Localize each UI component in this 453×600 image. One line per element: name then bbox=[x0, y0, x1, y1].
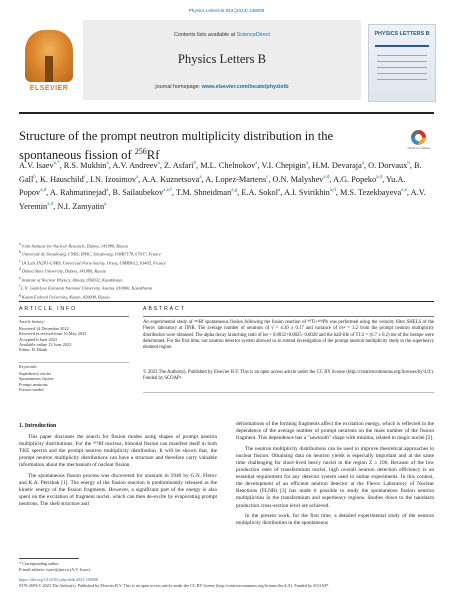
author-name[interactable]: A. Lopez-Martens bbox=[205, 174, 267, 184]
check-for-updates-icon bbox=[411, 130, 426, 145]
corresponding-author-note: * Corresponding author. bbox=[19, 561, 60, 566]
affiliation-rule bbox=[19, 301, 434, 302]
affiliation-item: $^d$ Dubna State University, Dubna, 141980, Russia bbox=[19, 267, 107, 274]
author-affiliation-marker[interactable]: a,d bbox=[323, 174, 330, 180]
check-for-updates-button[interactable] bbox=[407, 130, 431, 150]
journal-cover-image[interactable] bbox=[368, 24, 436, 102]
issn-license-line: 0370-2693/© 2023 The Author(s). Published by Elsevier B.V. This is an open access article under the CC BY license (http://creativecommons.org/licenses/by/4.0/). Funded by SCOAP³. bbox=[19, 582, 329, 588]
affiliation-marker: d bbox=[19, 267, 22, 272]
cover-line bbox=[377, 67, 427, 68]
author-name[interactable]: O. Dorvaux bbox=[368, 160, 408, 170]
keyword-item[interactable]: Spontaneous fission bbox=[19, 376, 54, 382]
sciencedirect-link[interactable]: ScienceDirect bbox=[236, 32, 270, 38]
author-name[interactable]: N.I. Zamyatin bbox=[57, 201, 105, 211]
journal-banner bbox=[83, 20, 361, 100]
author-name[interactable]: A.I. Svirikhin bbox=[283, 187, 330, 197]
affiliation-item: $^a$ Joint Institute for Nuclear Research, Dubna, 141980, Russia bbox=[19, 242, 128, 249]
author-affiliation-marker[interactable]: c bbox=[83, 174, 86, 180]
author-list: A.V. Isaev$^{a,*}$, R.S. Mukhin$^a$, A.V. Andreev$^a$, Z. Asfari$^b$, M.L. Chelnokov$^a$, V.I. Chepigin$^a$, H.M. Devaraja$^a$, O. Dorvaux$^b$, B. Gall$^b$, K. Hauschild$^c$, I.N. Izosimov$^a$, A.A. Kuznetsova$^a$, A. Lopez-Martens$^c$, O.N. Malyshev$^{a,d}$, A.G. Popeko$^{a,d}$, Yu.A. Popov$^{a,d}$, A. Rahmatinejad$^a$, B. Sailaubekov$^{a,e,f}$, T.M. Shneidman$^{a,g}$, E.A. Sokol$^a$, A.I. Svirikhin$^{a,d}$, M.S. Tezekbayeva$^{a,e}$, A.V. Yeremin$^{a,d}$, N.I. Zamyatin$^a$ bbox=[19, 160, 426, 211]
author-name[interactable]: R.S. Mukhin bbox=[63, 160, 107, 170]
doi-link[interactable]: https://doi.org/10.1016/j.physletb.2023.138008 bbox=[19, 577, 98, 582]
affiliation-item: $^c$ IJCLab, IN2P3-CNRS, Université Paris-Saclay, Orsay, UMR9012, 91405, France bbox=[19, 258, 166, 266]
author-name[interactable]: A. Rahmatinejad bbox=[49, 187, 107, 197]
author-affiliation-marker[interactable]: a bbox=[106, 188, 109, 194]
header-rule bbox=[19, 112, 434, 114]
author-name[interactable]: Yu.A. Popov bbox=[19, 174, 406, 197]
author-affiliation-marker[interactable]: a,d bbox=[40, 188, 47, 194]
author-affiliation-marker[interactable]: a,d bbox=[47, 201, 54, 207]
contents-line: Contents lists available at ScienceDirect bbox=[174, 32, 270, 38]
body-paragraph: The spontaneous fission process was discovered for uranium in 1940 by G.N. Flerov and K.A. Petrzhak [1]. The energy of the fission reaction is predominantly released as the kinetic energy of the fission fragments. However, a significant part of the energy is also spent on the excitation of fragment nuclei, which can then de-excite by evaporating prompt neutrons. The shell structure and bbox=[19, 472, 217, 508]
affiliation-marker: e bbox=[19, 275, 22, 280]
abstract-rule bbox=[143, 316, 434, 317]
homepage-line: journal homepage: www.elsevier.com/locate/physletb bbox=[155, 84, 289, 90]
author-affiliation-marker[interactable]: a bbox=[106, 161, 109, 166]
footnotes bbox=[19, 561, 319, 572]
author-name[interactable]: H.M. Devaraja bbox=[312, 160, 362, 170]
history-item: Editor: B. Blank bbox=[19, 347, 48, 353]
journal-header bbox=[19, 20, 434, 108]
keywords-label: Keywords: bbox=[19, 364, 38, 369]
author-name[interactable]: T.M. Shneidman bbox=[175, 187, 232, 197]
author-name[interactable]: K. Hauschild bbox=[39, 174, 84, 184]
keyword-item[interactable]: Superheavy nuclei bbox=[19, 371, 51, 376]
homepage-link[interactable]: www.elsevier.com/locate/physletb bbox=[201, 84, 289, 90]
affiliation-marker: b bbox=[19, 250, 22, 255]
email-note[interactable]: E-mail address: isaev@jinr.ru (A.V. Isaev). bbox=[19, 566, 92, 572]
author-name[interactable]: Z. Asfari bbox=[164, 160, 194, 170]
keywords-rule bbox=[19, 362, 129, 363]
author-name[interactable]: A.G. Popeko bbox=[333, 174, 377, 184]
author-affiliation-marker[interactable]: a,* bbox=[53, 161, 60, 166]
history-label: Article history: bbox=[19, 319, 46, 324]
author-affiliation-marker[interactable]: c bbox=[266, 174, 269, 180]
author-name[interactable]: O.N. Malyshev bbox=[272, 174, 324, 184]
author-affiliation-marker[interactable]: a,g bbox=[231, 188, 238, 194]
elsevier-tree-icon bbox=[25, 30, 73, 82]
check-for-updates-label: Check for updates bbox=[407, 146, 431, 150]
doi-block bbox=[19, 577, 434, 588]
author-affiliation-marker[interactable]: b bbox=[33, 174, 36, 180]
section-heading: 1. Introduction bbox=[19, 423, 57, 429]
author-name[interactable]: A.V. Isaev bbox=[19, 160, 54, 170]
author-affiliation-marker[interactable]: a bbox=[157, 161, 160, 166]
affiliation-marker: f bbox=[19, 284, 22, 289]
cover-line bbox=[377, 55, 427, 56]
author-affiliation-marker[interactable]: b bbox=[407, 161, 410, 166]
author-affiliation-marker[interactable]: b bbox=[193, 161, 197, 166]
author-name[interactable]: E.A. Sokol bbox=[241, 187, 279, 197]
history-item: Available online 12 June 2023 bbox=[19, 341, 72, 347]
journal-name: Physics Letters B bbox=[177, 52, 267, 66]
author-affiliation-marker[interactable]: a bbox=[278, 188, 281, 194]
footnote-rule bbox=[19, 558, 79, 559]
author-name[interactable]: A.V. Yeremin bbox=[19, 187, 426, 211]
keyword-list bbox=[19, 371, 129, 392]
history-item: Received in revised form 16 May 2023 bbox=[19, 331, 87, 337]
copyright-notice: © 2023 The Author(s). Published by Elsevier B.V. This is an open access article under the CC BY license (http://creativecommons.org/licenses/by/4.0/). Funded by SCOAP³. bbox=[143, 370, 434, 382]
author-affiliation-marker[interactable]: a bbox=[255, 161, 258, 166]
journal-citation[interactable]: Physics Letters B 843 (2023) 138008 bbox=[188, 8, 265, 13]
article-info-heading: ARTICLE INFO bbox=[19, 306, 77, 312]
author-affiliation-marker[interactable]: a,d bbox=[329, 188, 336, 194]
body-paragraph: The neutron multiplicity distributions can be used to improve theoretical approaches to nuclear fission. Obtaining data on neutron yields is especially important and at the same time challenging for short-lived heavy nuclei in the region Z ≥ 100. Because of the low production rates of transfermium nuclei, high overall neutron detection efficiency is an essential requirement for any detector system used in online experiments. In this context, the development of an efficient neutron detector at the Flerov Laboratory of Nuclear Reactions (FLNR) [3] has made it possible to study the spontaneous fission neutron multiplicities in the transfermium and superheavy regions. Studies down to the nanobarn production cross-section level are achieved. bbox=[236, 445, 434, 509]
author-name[interactable]: B. Sailaubekov bbox=[112, 187, 164, 197]
article-history bbox=[19, 326, 129, 352]
affiliation-item: $^g$ Kazan Federal University, Kazan, 420008, Russia bbox=[19, 292, 110, 300]
author-affiliation-marker[interactable]: a bbox=[104, 201, 107, 207]
history-item: Accepted 6 June 2023 bbox=[19, 336, 58, 342]
history-item: Received 14 December 2022 bbox=[19, 326, 69, 331]
keyword-item[interactable]: Prompt neutrons bbox=[19, 381, 48, 387]
author-affiliation-marker[interactable]: a bbox=[136, 174, 139, 180]
author-affiliation-marker[interactable]: a bbox=[305, 161, 309, 166]
cover-divider bbox=[375, 45, 429, 47]
affiliation-marker: c bbox=[19, 258, 22, 263]
author-name[interactable]: B. Gall bbox=[19, 160, 422, 184]
author-affiliation-marker[interactable]: a,d bbox=[376, 174, 383, 180]
author-name[interactable]: A.V. Andreev bbox=[112, 160, 158, 170]
author-name[interactable]: M.S. Tezekbayeva bbox=[339, 187, 402, 197]
body-column-right bbox=[236, 421, 434, 527]
cover-title: PHYSICS LETTERS B bbox=[374, 31, 430, 37]
affiliation-item: $^b$ Université de Strasbourg, CNRS, IPHC, Strasbourg, UMR7178, 67037, France bbox=[19, 250, 162, 257]
body-paragraph: In the present work, for the first time, a detailed experimental study of the neutron multiplicity distribution in the spontaneous bbox=[236, 513, 434, 527]
author-name[interactable]: M.L. Chelnokov bbox=[200, 160, 256, 170]
author-name[interactable]: V.I. Chepigin bbox=[261, 160, 306, 170]
keyword-item[interactable]: Fission modes bbox=[19, 386, 44, 392]
body-paragraph: deformations of the forming fragments affect the excitation energy, which is reflected in the dependence of the average number of prompt neutrons on the mass number of the fission fragment. This dependence has a "sawtooth" shape with minima, related to magic nuclei [2]. bbox=[236, 421, 434, 442]
author-affiliation-marker[interactable]: a bbox=[199, 174, 202, 180]
author-name[interactable]: I.N. Izosimov bbox=[90, 174, 136, 184]
affiliation-marker: a bbox=[19, 242, 22, 246]
abstract-heading: ABSTRACT bbox=[143, 306, 186, 312]
author-affiliation-marker[interactable]: a,e bbox=[401, 188, 407, 194]
body-paragraph: This paper discusses the search for fission modes using shapes of prompt neutron multiplicity distributions. For the ²⁵⁶Rf nucleus, bimodal fission can manifest itself in both TKE spectra and the prompt neutron multiplicity distribution. It will be shown that, the prompt neutron multiplicity distributions can have a structure and therefore carry valuable information about the mechanism of nuclear fission. bbox=[19, 434, 217, 469]
affiliation-marker: g bbox=[19, 292, 22, 297]
author-affiliation-marker[interactable]: a,e,f bbox=[163, 188, 172, 194]
article-info-rule bbox=[19, 316, 129, 317]
elsevier-wordmark: ELSEVIER bbox=[29, 85, 69, 92]
author-affiliation-marker[interactable]: a bbox=[361, 161, 364, 166]
author-name[interactable]: A.A. Kuznetsova bbox=[141, 174, 200, 184]
cover-line bbox=[377, 61, 427, 62]
affiliation-list bbox=[19, 241, 434, 300]
elsevier-logo[interactable] bbox=[19, 30, 79, 96]
cover-line bbox=[377, 79, 427, 80]
abstract-text: An experimental study of ²⁵⁶Rf spontaneous fission following the fusion reaction of ⁵⁰Ti+²⁰⁸Pb was performed using the velocity filter SHELS of the Flerov laboratory at JINR. The average number of neutrons of ν̄ = 4.30 ± 0.17 and variance of σν² = 3.2 from the prompt neutron multiplicity distribution were obtained. The alpha decay branching ratio of bα = 0.0032+0.0025−0.0020 and the half-life of T1/2 = (6.7 ± 0.2) ms of the isotope were determined. For the first time, our neutron detector system allowed us to extend investigation of the prompt neutron multiplicity study to the superheavy element region. bbox=[143, 320, 434, 351]
affiliation-item: $^e$ Institute of Nuclear Physics, Almaty, 050032, Kazakhstan bbox=[19, 275, 123, 283]
abstract-end-rule bbox=[143, 392, 434, 393]
affiliation-item: $^f$ L.N. Gumilyov Eurasian National University, Astana, 010000, Kazakhstan bbox=[19, 284, 153, 291]
body-column-left bbox=[19, 434, 217, 508]
cover-line bbox=[377, 73, 427, 74]
article-title: Structure of the prompt neutron multiplicity distribution in the spontaneous fission of $^{256}$Rf bbox=[19, 129, 334, 163]
